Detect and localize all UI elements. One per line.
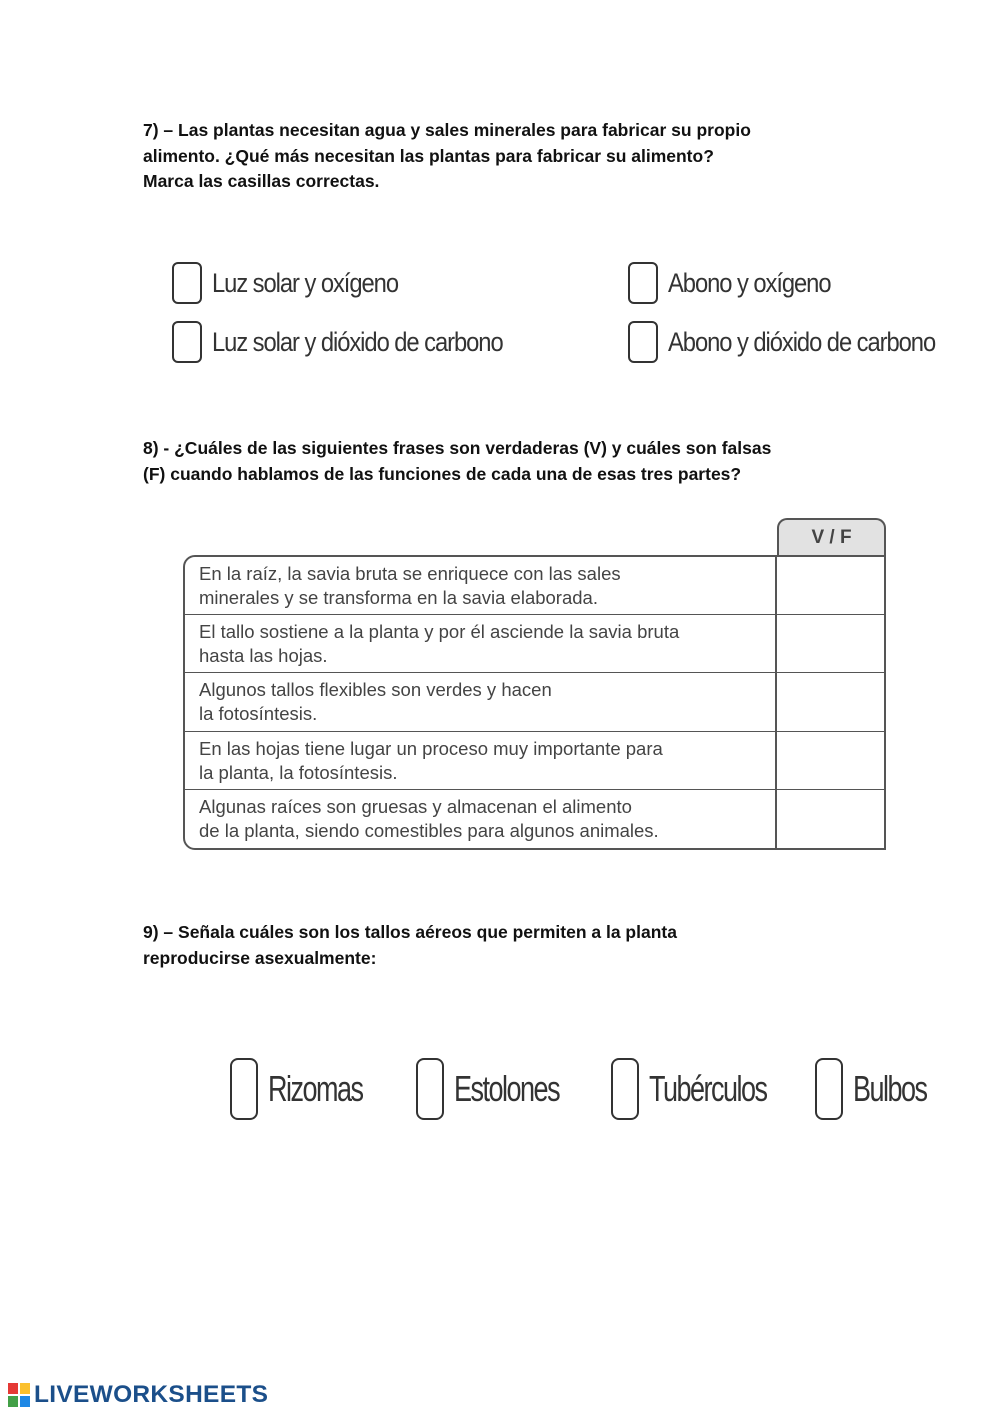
checkbox[interactable] <box>628 262 658 304</box>
option-abono-dioxido[interactable] <box>628 321 972 363</box>
checkbox[interactable] <box>416 1058 444 1120</box>
true-false-table <box>183 555 886 850</box>
question-8-line: 8) - ¿Cuáles de las siguientes frases son verdaderas (V) y cuáles son falsas <box>143 438 772 458</box>
statement-line: la fotosíntesis. <box>199 703 318 725</box>
vf-answer-cell[interactable] <box>777 790 884 848</box>
option-label: Abono y oxígeno <box>668 267 831 298</box>
option-label: Luz solar y oxígeno <box>212 267 398 298</box>
checkbox[interactable] <box>628 321 658 363</box>
statement-line: de la planta, siendo comestibles para algunos animales. <box>199 819 659 841</box>
question-7-line: 7) – Las plantas necesitan agua y sales minerales para fabricar su propio <box>143 120 751 140</box>
statement-line: Algunos tallos flexibles son verdes y hacen <box>199 679 552 701</box>
question-7-line: Marca las casillas correctas. <box>143 171 380 191</box>
table-row <box>185 732 884 790</box>
option-rizomas[interactable] <box>230 1058 394 1120</box>
checkbox[interactable] <box>815 1058 843 1120</box>
option-label: Tubérculos <box>649 1068 767 1109</box>
statement <box>185 557 777 614</box>
option-label: Luz solar y dióxido de carbono <box>212 326 503 357</box>
vf-answer-cell[interactable] <box>777 732 884 789</box>
statement-line: El tallo sostiene a la planta y por él asciende la savia bruta <box>199 621 680 643</box>
option-label: Bulbos <box>853 1068 927 1109</box>
question-8-line: (F) cuando hablamos de las funciones de cada una de esas tres partes? <box>143 463 742 484</box>
statement-line: hasta las hojas. <box>199 645 328 667</box>
question-9-line: 9) – Señala cuáles son los tallos aéreos que permiten a la planta <box>143 922 677 942</box>
statement-line: Algunas raíces son gruesas y almacenan el alimento <box>199 795 632 817</box>
vf-answer-cell[interactable] <box>777 615 884 672</box>
liveworksheets-logo-icon <box>8 1383 30 1407</box>
question-9-text <box>143 920 883 971</box>
option-luz-solar-dioxido[interactable] <box>172 321 542 363</box>
vf-column-header: V / F <box>777 518 886 556</box>
vf-answer-cell[interactable] <box>777 557 884 614</box>
statement <box>185 790 777 848</box>
statement-line: En la raíz, la savia bruta se enriquece con las sales <box>199 563 621 584</box>
option-label: Rizomas <box>268 1068 363 1109</box>
statement <box>185 732 777 789</box>
statement <box>185 615 777 672</box>
footer-brand <box>8 1381 268 1409</box>
statement <box>185 673 777 730</box>
question-7-line: alimento. ¿Qué más necesitan las plantas para fabricar su alimento? <box>143 145 714 166</box>
vf-answer-cell[interactable] <box>777 673 884 730</box>
table-row <box>185 673 884 731</box>
question-7-text <box>143 118 883 195</box>
question-8-text <box>143 436 883 487</box>
table-row <box>185 790 884 848</box>
table-row <box>185 557 884 615</box>
brand-name: LIVEWORKSHEETS <box>34 1381 269 1408</box>
option-estolones[interactable] <box>416 1058 594 1120</box>
option-luz-solar-oxigeno[interactable] <box>172 262 423 304</box>
option-label: Estolones <box>454 1068 560 1109</box>
statement-line: la planta, la fotosíntesis. <box>199 761 398 783</box>
statement-line: En las hojas tiene lugar un proceso muy importante para <box>199 737 663 759</box>
checkbox[interactable] <box>611 1058 639 1120</box>
checkbox[interactable] <box>172 321 202 363</box>
checkbox[interactable] <box>172 262 202 304</box>
option-abono-oxigeno[interactable] <box>628 262 853 304</box>
checkbox[interactable] <box>230 1058 258 1120</box>
question-9-line: reproducirse asexualmente: <box>143 947 377 968</box>
option-label: Abono y dióxido de carbono <box>668 326 936 357</box>
table-row <box>185 615 884 673</box>
option-bulbos[interactable] <box>815 1058 951 1120</box>
statement-line: minerales y se transforma en la savia elaborada. <box>199 587 598 608</box>
option-tuberculos[interactable] <box>611 1058 806 1120</box>
